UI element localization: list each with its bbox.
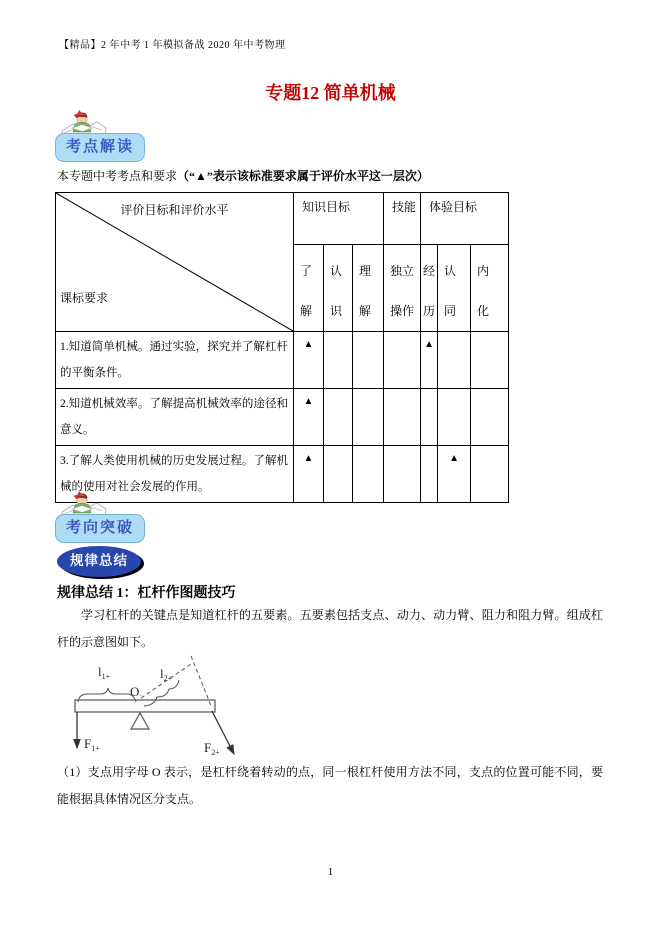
mark-cell: ▲ bbox=[438, 446, 471, 503]
sub-header-cell: 经 历 bbox=[421, 245, 438, 332]
requirement-cell: 1.知道简单机械。通过实验，探究并了解杠杆的平衡条件。 bbox=[56, 332, 294, 389]
sub-header-cell: 了 解 bbox=[294, 245, 324, 332]
l1-label: $l_{1+}$ bbox=[98, 664, 111, 681]
doc-header: 【精品】2 年中考 1 年模拟备战 2020 年中考物理 bbox=[59, 40, 286, 51]
rule-heading: 规律总结 1：杠杆作图题技巧 bbox=[57, 586, 236, 601]
empty-cell bbox=[324, 446, 353, 503]
group-header-knowledge: 知识目标 bbox=[294, 193, 384, 245]
empty-cell bbox=[438, 389, 471, 446]
corner-bottom-label: 课标要求 bbox=[60, 291, 109, 305]
fulcrum-triangle bbox=[131, 713, 149, 729]
table-row bbox=[56, 389, 509, 446]
intro-line bbox=[57, 167, 429, 184]
page-title: 专题12 简单机械 bbox=[265, 83, 396, 103]
group-header-experience: 体验目标 bbox=[421, 193, 509, 245]
empty-cell bbox=[471, 332, 509, 389]
section-badge-guilv: 规律总结 bbox=[57, 546, 141, 577]
empty-cell bbox=[324, 389, 353, 446]
intro-prefix: 本专题中考考点和要求 bbox=[57, 169, 178, 183]
table-row bbox=[56, 446, 509, 503]
mark-cell: ▲ bbox=[294, 332, 324, 389]
table-row bbox=[56, 332, 509, 389]
section-badge-kaoxiang: 考向突破 bbox=[55, 514, 145, 543]
empty-cell bbox=[353, 389, 384, 446]
corner-top-label: 评价目标和评价水平 bbox=[120, 203, 229, 217]
group-header-row bbox=[56, 193, 509, 245]
lever-diagram bbox=[60, 652, 250, 762]
sub-header-cell: 认 同 bbox=[438, 245, 471, 332]
empty-cell bbox=[421, 389, 438, 446]
section-badge-kaodian: 考点解读 bbox=[55, 133, 145, 162]
f2-label: $F_{2+}$ bbox=[204, 740, 220, 757]
empty-cell bbox=[353, 332, 384, 389]
l2-label: $l_{2+}$ bbox=[160, 666, 173, 683]
page-number: 1 bbox=[327, 866, 334, 878]
empty-cell bbox=[421, 446, 438, 503]
mark-cell: ▲ bbox=[294, 389, 324, 446]
intro-note: （“▲”表示该标准要求属于评价水平这一层次） bbox=[177, 169, 429, 183]
mark-cell: ▲ bbox=[421, 332, 438, 389]
rule-paragraph: 学习杠杆的关键点是知道杠杆的五要素。五要素包括支点、动力、动力臂、阻力和阻力臂。组成杠杆的示意图如下。 bbox=[57, 608, 603, 649]
empty-cell bbox=[384, 332, 421, 389]
mark-cell: ▲ bbox=[294, 446, 324, 503]
sub-header-cell: 认 识 bbox=[324, 245, 353, 332]
sub-header-cell: 理 解 bbox=[353, 245, 384, 332]
group-header-skill: 技能 bbox=[384, 193, 421, 245]
empty-cell bbox=[438, 332, 471, 389]
empty-cell bbox=[353, 446, 384, 503]
requirement-cell: 2.知道机械效率。了解提高机械效率的途径和意义。 bbox=[56, 389, 294, 446]
empty-cell bbox=[471, 446, 509, 503]
empty-cell bbox=[384, 446, 421, 503]
empty-cell bbox=[384, 389, 421, 446]
empty-cell bbox=[471, 389, 509, 446]
empty-cell bbox=[324, 332, 353, 389]
rule-point1: （1）支点用字母 O 表示，是杠杆绕着转动的点，同一根杠杆使用方法不同，支点的位置可能不同，要能根据具体情况区分支点。 bbox=[57, 765, 603, 806]
f1-label: $F_{1+}$ bbox=[84, 736, 100, 753]
requirement-cell: 3.了解人类使用机械的历史发展过程。了解机械的使用对社会发展的作用。 bbox=[56, 446, 294, 503]
fulcrum-o-label: O· bbox=[130, 684, 143, 700]
exam-points-table bbox=[55, 192, 509, 503]
sub-header-cell: 独立 操作 bbox=[384, 245, 421, 332]
corner-cell bbox=[56, 193, 294, 332]
sub-header-cell: 内 化 bbox=[471, 245, 509, 332]
